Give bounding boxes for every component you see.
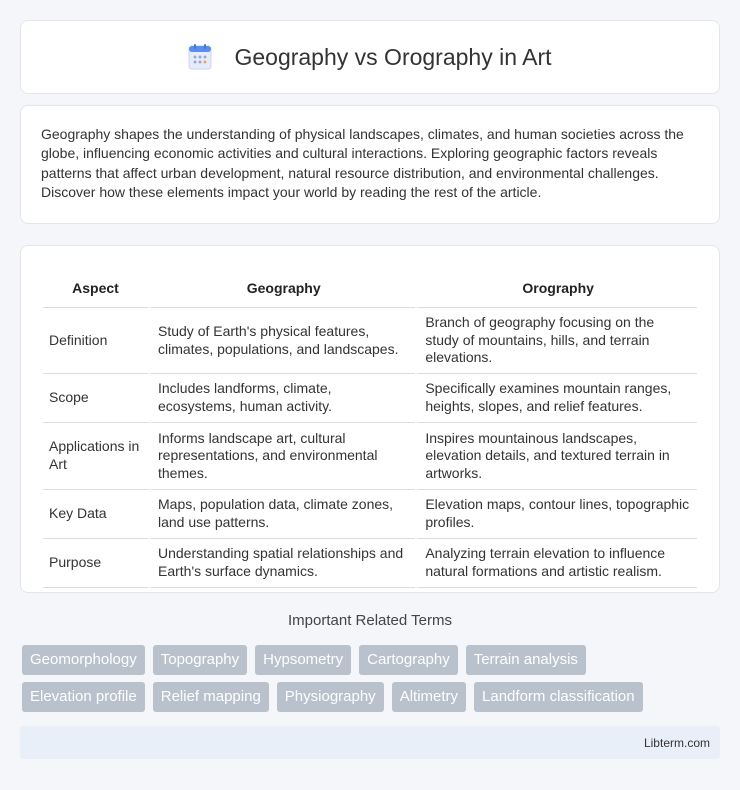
- tag-geomorphology[interactable]: Geomorphology: [22, 645, 145, 675]
- cell-orography: Elevation maps, contour lines, topographic profiles.: [415, 490, 697, 539]
- title-wrap: [188, 43, 551, 71]
- table-row: [43, 539, 697, 588]
- cell-aspect: Purpose: [43, 539, 148, 588]
- comparison-card: [20, 245, 720, 593]
- cell-orography: Specifically examines mountain ranges, heights, slopes, and relief features.: [415, 374, 697, 423]
- tag-altimetry[interactable]: Altimetry: [392, 682, 466, 712]
- tag-topography[interactable]: Topography: [153, 645, 247, 675]
- document-icon: [188, 43, 214, 71]
- comparison-table: [43, 266, 697, 588]
- tag-row: [22, 682, 722, 712]
- column-header-geography: Geography: [148, 266, 415, 308]
- tag-hypsometry[interactable]: Hypsometry: [255, 645, 351, 675]
- tag-cartography[interactable]: Cartography: [359, 645, 458, 675]
- table-row: [43, 374, 697, 423]
- tag-elevation-profile[interactable]: Elevation profile: [22, 682, 145, 712]
- page-title: Geography vs Orography in Art: [234, 43, 552, 70]
- intro-card: [20, 105, 720, 224]
- header-card: [20, 20, 720, 94]
- table-row: [43, 490, 697, 539]
- tag-relief-mapping[interactable]: Relief mapping: [153, 682, 269, 712]
- cell-aspect: Scope: [43, 374, 148, 423]
- footer: [20, 726, 720, 759]
- cell-geography: Maps, population data, climate zones, land use patterns.: [148, 490, 415, 539]
- tag-row: [22, 645, 722, 675]
- cell-aspect: Definition: [43, 308, 148, 374]
- cell-geography: Includes landforms, climate, ecosystems, human activity.: [148, 374, 415, 423]
- cell-orography: Analyzing terrain elevation to influence natural formations and artistic realism.: [415, 539, 697, 588]
- cell-aspect: Applications in Art: [43, 423, 148, 490]
- tag-landform-classification[interactable]: Landform classification: [474, 682, 643, 712]
- related-terms-heading: Important Related Terms: [288, 612, 452, 629]
- cell-geography: Understanding spatial relationships and Earth's surface dynamics.: [148, 539, 415, 588]
- tag-physiography[interactable]: Physiography: [277, 682, 384, 712]
- table-row: [43, 308, 697, 374]
- cell-geography: Study of Earth's physical features, climates, populations, and landscapes.: [148, 308, 415, 374]
- table-header-row: [43, 266, 697, 308]
- column-header-aspect: Aspect: [43, 266, 148, 308]
- column-header-orography: Orography: [415, 266, 697, 308]
- intro-paragraph: Geography shapes the understanding of physical landscapes, climates, and human societies across the globe, influencing economic activities and cultural interactions. Exploring geographic factors reveals patterns that affect urban development, natural resource distribution, and environmental challenges. Discover how these elements impact your world by reading the rest of the article.: [41, 126, 684, 201]
- cell-orography: Inspires mountainous landscapes, elevation details, and textured terrain in artworks.: [415, 423, 697, 490]
- tag-terrain-analysis[interactable]: Terrain analysis: [466, 645, 586, 675]
- related-terms-list: [22, 645, 722, 719]
- cell-geography: Informs landscape art, cultural representations, and environmental themes.: [148, 423, 415, 490]
- footer-site-link[interactable]: Libterm.com: [643, 735, 710, 750]
- cell-orography: Branch of geography focusing on the study of mountains, hills, and terrain elevations.: [415, 308, 697, 374]
- cell-aspect: Key Data: [43, 490, 148, 539]
- table-row: [43, 423, 697, 490]
